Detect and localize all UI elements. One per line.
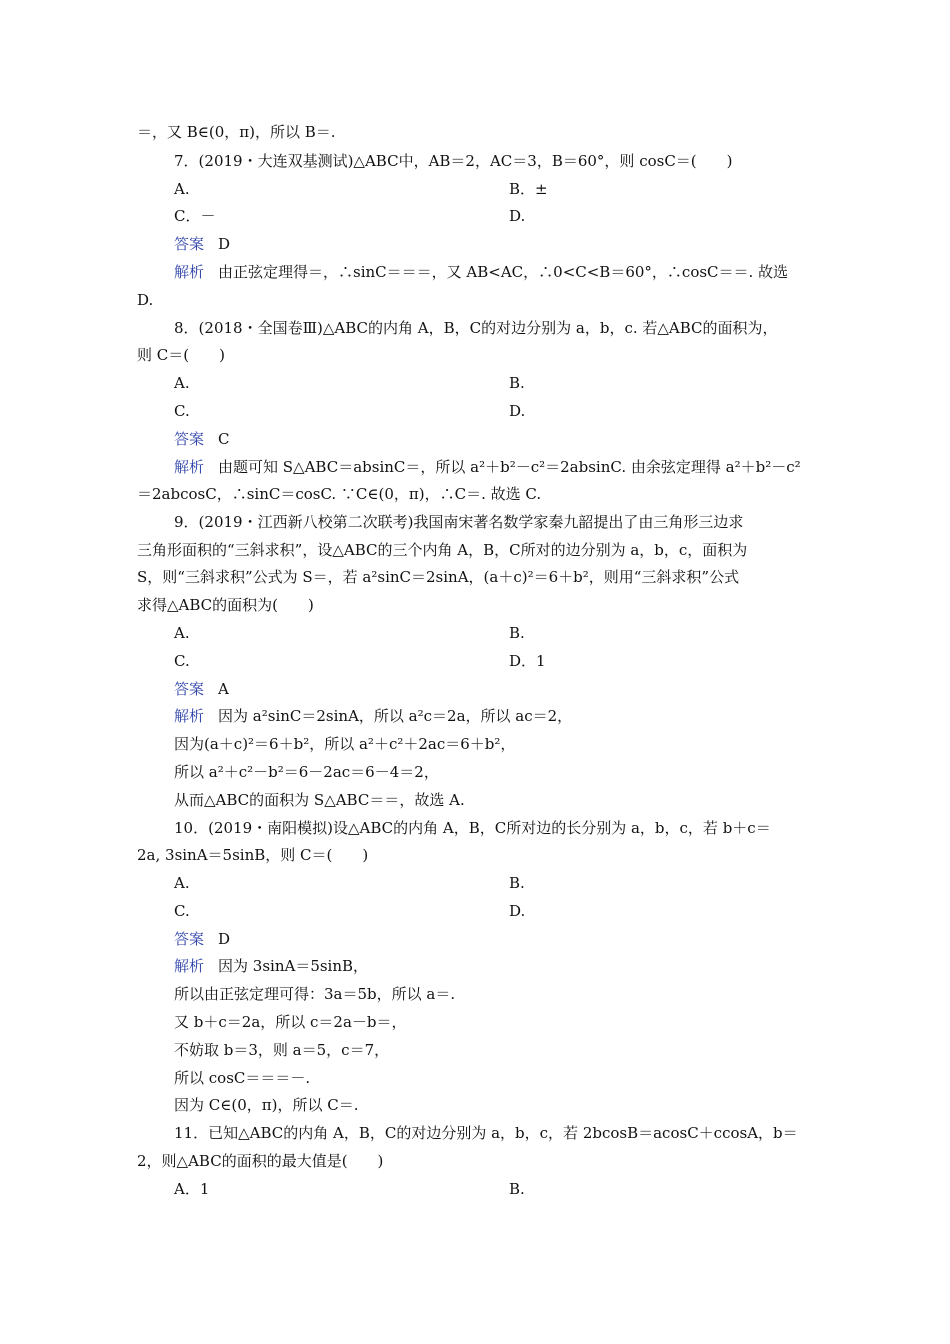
q8-option-c: C. <box>174 402 190 420</box>
q8-solution-cont: ＝2abcosC，∴sinC＝cosC. ∵C∈(0，π)，∴C＝. 故选 C. <box>137 485 542 503</box>
q10-solution-line-5: 所以 cosC＝＝＝－. <box>174 1069 311 1087</box>
q9-solution-line-2: 因为(a＋c)²＝6＋b²，所以 a²＋c²＋2ac＝6＋b²， <box>174 735 516 753</box>
q10-solution-line-2: 所以由正弦定理可得：3a＝5b，所以 a＝. <box>174 985 456 1003</box>
q10-solution <box>174 956 368 976</box>
answer-label: 答案 <box>174 930 205 948</box>
q9-solution-line-3: 所以 a²＋c²－b²＝6－2ac＝6－4＝2， <box>174 763 439 781</box>
solution-text: 由题可知 S△ABC＝absinC＝，所以 a²＋b²－c²＝2absinC. 由余弦定理得 a²＋b²－c² <box>218 458 801 476</box>
answer-label: 答案 <box>174 430 205 448</box>
q10-answer <box>174 929 230 949</box>
q10-stem: 10．(2019・南阳模拟)设△ABC的内角 A，B，C所对边的长分别为 a，b，c，若 b＋c＝ <box>174 819 771 837</box>
solution-label: 解析 <box>174 263 205 281</box>
q10-option-b: B. <box>509 874 525 892</box>
q10-option-d: D. <box>509 902 526 920</box>
solution-text: 因为 a²sinC＝2sinA，所以 a²c＝2a，所以 ac＝2， <box>218 707 573 725</box>
q8-option-a: A. <box>174 374 190 392</box>
q9-stem: 9．(2019・江西新八校第二次联考)我国南宋著名数学家秦九韶提出了由三角形三边求 <box>174 513 744 531</box>
q9-option-c: C. <box>174 652 190 670</box>
q7-option-b: B．± <box>509 180 548 198</box>
q11-option-b: B. <box>509 1180 525 1198</box>
q9-option-d: D．1 <box>509 652 546 670</box>
q9-answer <box>174 679 229 699</box>
q10-solution-line-4: 不妨取 b＝3，则 a＝5，c＝7， <box>174 1041 390 1059</box>
solution-label: 解析 <box>174 707 205 725</box>
q11-option-a: A．1 <box>174 1180 210 1198</box>
q7-option-d: D. <box>509 207 526 225</box>
q8-option-b: B. <box>509 374 525 392</box>
q10-option-c: C. <box>174 902 190 920</box>
solution-label: 解析 <box>174 957 205 975</box>
q11-stem-cont: 2，则△ABC的面积的最大值是( ) <box>137 1152 384 1170</box>
q8-option-d: D. <box>509 402 526 420</box>
q10-stem-cont: 2a, 3sinA＝5sinB，则 C＝( ) <box>137 846 369 864</box>
q7-option-a: A. <box>174 180 190 198</box>
answer-label: 答案 <box>174 680 205 698</box>
answer-value: C <box>218 430 230 448</box>
solution-text: 因为 3sinA＝5sinB， <box>218 957 369 975</box>
q8-solution <box>174 457 801 477</box>
q9-stem-cont-3: 求得△ABC的面积为( ) <box>137 596 314 614</box>
q8-answer <box>174 429 230 449</box>
q8-stem: 8．(2018・全国卷Ⅲ)△ABC的内角 A，B，C的对边分别为 a，b，c. 若△ABC的面积为， <box>174 319 778 337</box>
q7-answer <box>174 234 230 254</box>
q7-stem: 7．(2019・大连双基测试)△ABC中，AB＝2，AC＝3，B＝60°，则 cosC＝( ) <box>174 152 733 170</box>
q9-solution <box>174 706 572 726</box>
q9-solution-line-4: 从而△ABC的面积为 S△ABC＝＝，故选 A. <box>174 791 465 809</box>
q11-stem: 11．已知△ABC的内角 A，B，C的对边分别为 a，b，c，若 2bcosB＝acosC＋ccosA，b＝ <box>174 1124 798 1142</box>
solution-label: 解析 <box>174 458 205 476</box>
q9-option-a: A. <box>174 624 190 642</box>
q10-solution-line-3: 又 b＋c＝2a，所以 c＝2a－b＝， <box>174 1013 407 1031</box>
q9-stem-cont-2: S，则“三斜求积”公式为 S＝，若 a²sinC＝2sinA，(a＋c)²＝6＋b²，则用“三斜求积”公式 <box>137 568 740 586</box>
answer-value: D <box>218 930 231 948</box>
q7-solution-cont: D. <box>137 291 154 309</box>
q10-solution-line-6: 因为 C∈(0，π)，所以 C＝. <box>174 1096 359 1114</box>
answer-label: 答案 <box>174 235 205 253</box>
solution-text: 由正弦定理得＝，∴sinC＝＝＝，又 AB<AC，∴0<C<B＝60°，∴cosC＝＝. 故选 <box>218 263 789 281</box>
answer-value: D <box>218 235 231 253</box>
continued-solution-line: ＝，又 B∈(0，π)，所以 B＝. <box>137 123 336 141</box>
q10-option-a: A. <box>174 874 190 892</box>
q8-stem-cont: 则 C＝( ) <box>137 346 225 364</box>
q9-option-b: B. <box>509 624 525 642</box>
q7-option-c: C．－ <box>174 207 216 225</box>
q7-solution <box>174 262 788 282</box>
answer-value: A <box>218 680 229 698</box>
q9-stem-cont-1: 三角形面积的“三斜求积”，设△ABC的三个内角 A，B，C所对的边分别为 a，b，c，面积为 <box>137 541 748 559</box>
